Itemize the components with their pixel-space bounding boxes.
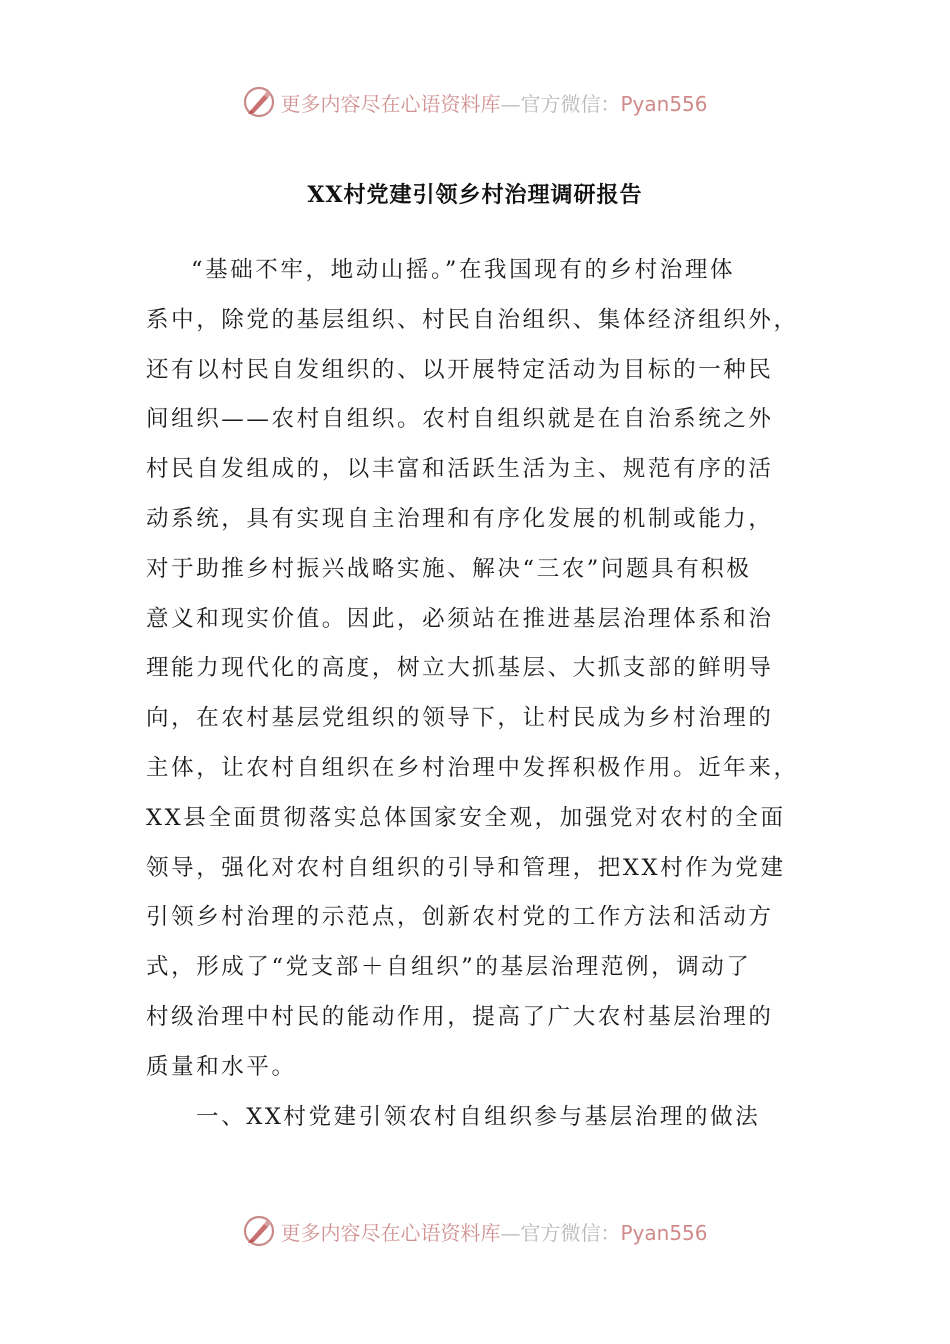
paragraph-line: 理能力现代化的高度，树立大抓基层、大抓支部的鲜明导 xyxy=(146,655,774,682)
intro-paragraph xyxy=(146,246,796,296)
watermark-text xyxy=(280,1217,707,1246)
watermark-wechat-id: Pyan556 xyxy=(620,91,708,116)
watermark-main-text: 更多内容尽在心语资料库 xyxy=(280,91,501,116)
footer-watermark xyxy=(0,1211,950,1251)
paragraph-line: 主体，让农村自组织在乡村治理中发挥积极作用。近年来， xyxy=(146,754,799,781)
paragraph-line: “基础不牢，地动山摇。”在我国现有的乡村治理体 xyxy=(191,257,736,283)
watermark-separator: — xyxy=(500,91,521,116)
section-heading: 一、XX村党建引领农村自组织参与基层治理的做法 xyxy=(196,1103,761,1130)
paragraph-line: 向，在农村基层党组织的领导下，让村民成为乡村治理的 xyxy=(146,705,774,732)
paragraph-line: XX县全面贯彻落实总体国家安全观，加强党对农村的全面 xyxy=(146,804,786,831)
watermark-text xyxy=(280,88,707,117)
paragraph-line: 对于助推乡村振兴战略实施、解决“三农”问题具有积极 xyxy=(146,555,752,582)
intro-paragraph-continuation xyxy=(146,296,799,1093)
paragraph-line: 还有以村民自发组织的、以开展特定活动为目标的一种民 xyxy=(146,356,774,383)
pen-logo-icon xyxy=(242,85,276,119)
paragraph-line: 间组织——农村自组织。农村自组织就是在自治系统之外 xyxy=(146,406,774,433)
header-watermark xyxy=(0,82,950,122)
watermark-separator: — xyxy=(500,1220,521,1245)
paragraph-line: 意义和现实价值。因此，必须站在推进基层治理体系和治 xyxy=(146,605,774,632)
paragraph-line: 领导，强化对农村自组织的引导和管理，把XX村作为党建 xyxy=(146,854,786,881)
watermark-main-text: 更多内容尽在心语资料库 xyxy=(280,1220,501,1245)
watermark-label: 官方微信： xyxy=(520,91,621,116)
paragraph-line: 动系统，具有实现自主治理和有序化发展的机制或能力， xyxy=(146,505,774,532)
paragraph-line: 村民自发组成的，以丰富和活跃生活为主、规范有序的活 xyxy=(146,456,774,483)
watermark-wechat-id: Pyan556 xyxy=(620,1220,708,1245)
document-body xyxy=(146,246,799,1142)
paragraph-line: 式，形成了“党支部＋自组织”的基层治理范例，调动了 xyxy=(146,954,752,981)
paragraph-line: 质量和水平。 xyxy=(146,1053,297,1080)
paragraph-line: 引领乡村治理的示范点，创新农村党的工作方法和活动方 xyxy=(146,904,774,931)
pen-logo-icon xyxy=(242,1214,276,1248)
paragraph-line: 系中，除党的基层组织、村民自治组织、集体经济组织外， xyxy=(146,306,799,333)
paragraph-line: 村级治理中村民的能动作用，提高了广大农村基层治理的 xyxy=(146,1003,774,1030)
document-title: XX村党建引领乡村治理调研报告 xyxy=(307,182,643,208)
watermark-label: 官方微信： xyxy=(520,1220,621,1245)
